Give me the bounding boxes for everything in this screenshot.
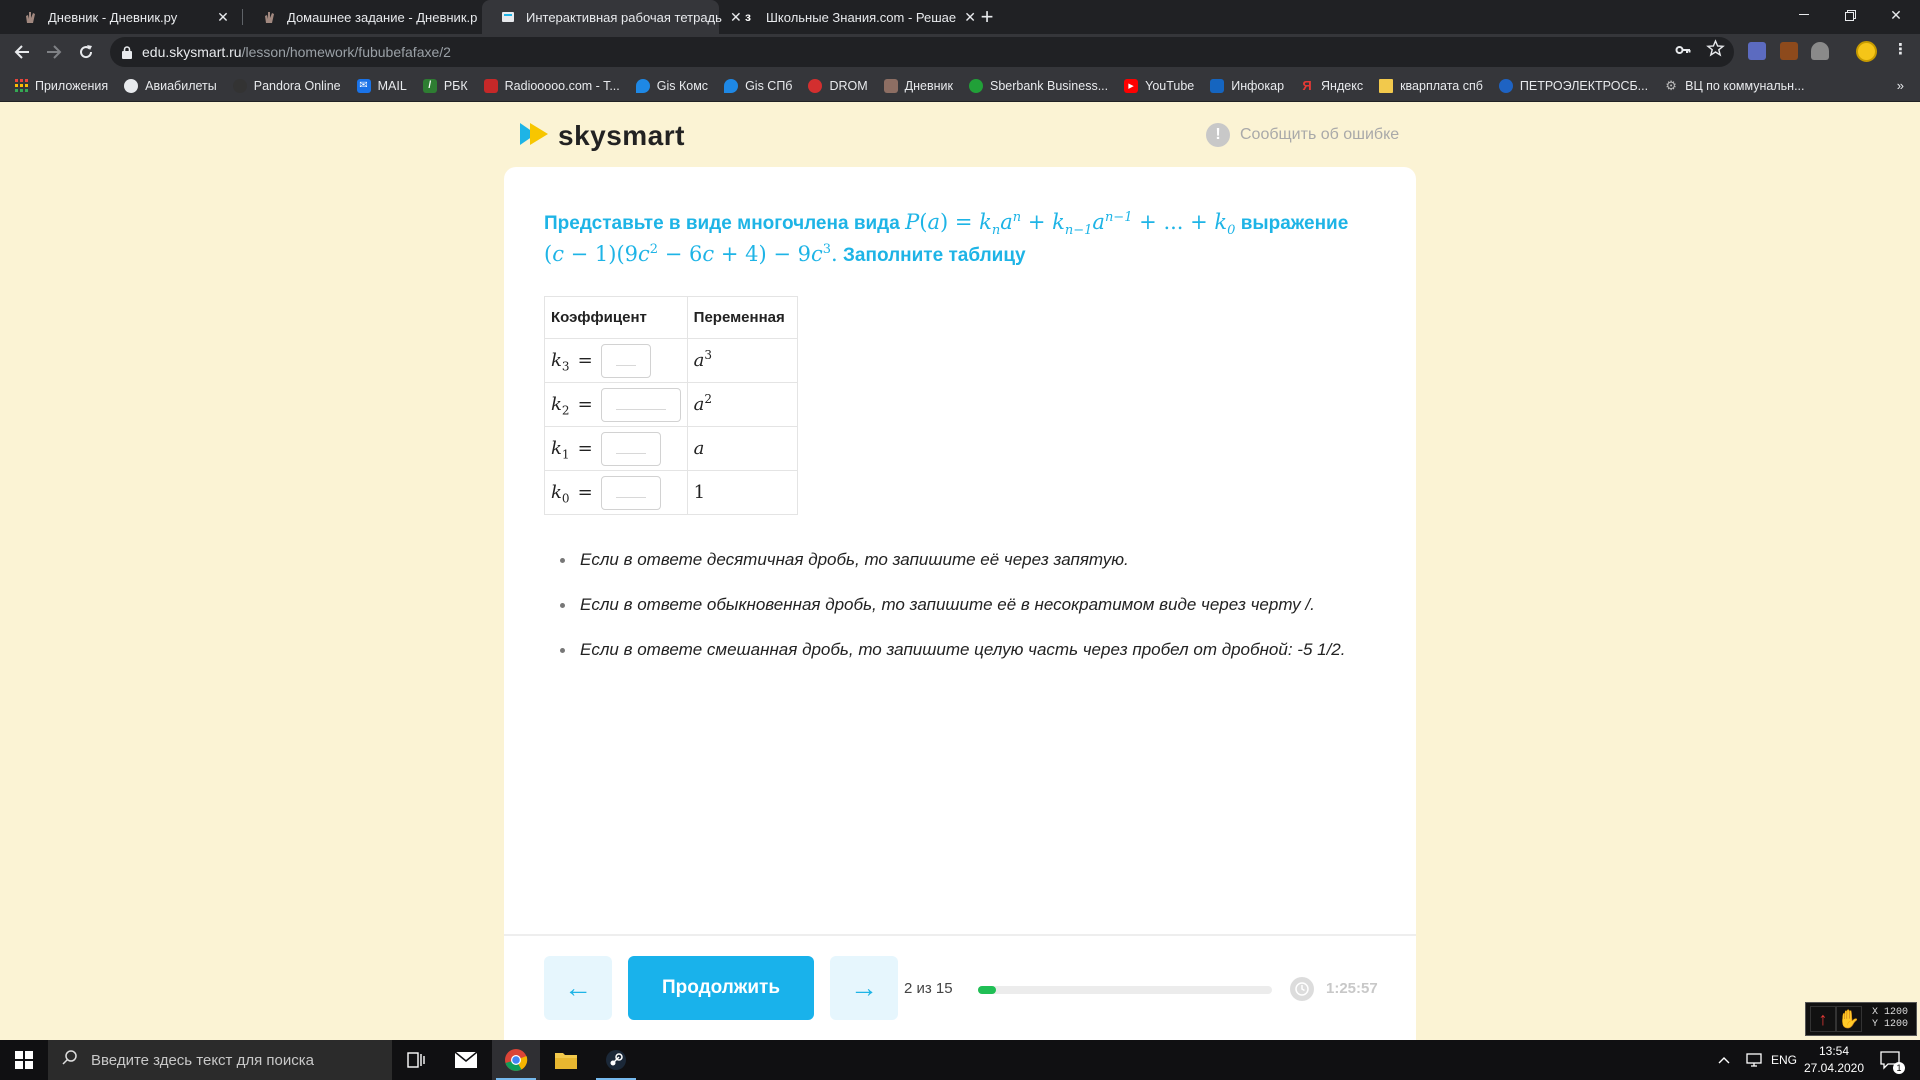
bookmark-label: Приложения xyxy=(35,78,109,93)
variable-cell: $a^3$ xyxy=(693,348,713,371)
taskbar-steam[interactable] xyxy=(592,1040,640,1080)
gear-icon: ⚙ xyxy=(1665,77,1677,93)
bookmark-aviabilety[interactable] xyxy=(124,79,217,93)
tab-dnevnik[interactable] xyxy=(4,0,241,34)
hand-icon xyxy=(884,79,898,93)
bookmark-label: Pandora Online xyxy=(253,78,341,93)
bookmark-gis-spb[interactable] xyxy=(724,79,792,93)
screen-overlay-widget[interactable] xyxy=(1805,1002,1917,1036)
hand-icon xyxy=(261,9,277,25)
equals-sign: = xyxy=(577,482,593,503)
task-view-button[interactable] xyxy=(392,1040,440,1080)
hand-icon xyxy=(22,9,38,25)
close-tab-icon[interactable]: ✕ xyxy=(730,8,742,25)
bookmark-gis-koms[interactable] xyxy=(636,79,708,93)
bookmark-yandex[interactable] xyxy=(1300,79,1363,93)
bookmark-label: ПЕТРОЭЛЕКТРОСБ... xyxy=(1519,78,1649,93)
table-header-row xyxy=(545,297,798,339)
windows-logo-icon xyxy=(15,1051,33,1069)
answer-input-k2[interactable] xyxy=(601,388,681,422)
petro-icon xyxy=(1499,79,1513,93)
hint-decimal: Если в ответе десятичная дробь, то запишите её через запятую. xyxy=(580,542,1380,578)
mail-icon xyxy=(455,1052,477,1068)
restore-button[interactable] xyxy=(1827,0,1873,30)
bookmark-label: Инфокар xyxy=(1231,78,1285,93)
taskbar-mail[interactable] xyxy=(442,1040,490,1080)
question-part-1: Представьте в виде многочлена вида xyxy=(544,213,900,234)
bookmark-label: MAIL xyxy=(377,78,407,93)
clock-icon xyxy=(1290,977,1314,1001)
answer-input-k1[interactable] xyxy=(601,432,661,466)
radio-icon xyxy=(484,79,498,93)
bookmark-label: Gis Комс xyxy=(656,78,709,93)
apps-grid-icon xyxy=(14,79,28,93)
table-row-k3 xyxy=(545,339,798,383)
expression-formula: $(c - 1)(9c^2 - 6c + 4) - 9c^3$. xyxy=(544,242,838,266)
browser-tab-strip xyxy=(0,0,1920,34)
coefficient-label: $k_2$ xyxy=(551,394,570,418)
bookmark-label: YouTube xyxy=(1145,78,1195,93)
close-tab-icon[interactable]: ✕ xyxy=(964,8,976,25)
equals-sign: = xyxy=(577,350,593,371)
infocar-icon xyxy=(1210,79,1224,93)
drop-icon xyxy=(636,79,650,93)
coefficient-table xyxy=(544,296,798,515)
folder-icon xyxy=(555,1051,577,1069)
lock-icon xyxy=(122,46,132,59)
progress-fill xyxy=(978,986,996,994)
tab-skysmart[interactable] xyxy=(482,0,742,34)
bookmark-drom[interactable] xyxy=(808,79,867,93)
drop-icon xyxy=(724,79,738,93)
answer-format-hints xyxy=(580,542,1380,677)
bookmark-sberbank[interactable] xyxy=(969,79,1108,93)
tray-chevron-icon[interactable] xyxy=(1718,1040,1730,1080)
overlay-y-readout: Y 1200 xyxy=(1872,1019,1909,1030)
bookmark-star-icon[interactable] xyxy=(1707,40,1724,61)
browser-toolbar xyxy=(0,34,1920,70)
bookmark-label: РБК xyxy=(443,78,468,93)
coefficient-label: $k_1$ xyxy=(551,438,570,462)
chrome-icon xyxy=(504,1048,528,1072)
variable-cell: 1 xyxy=(693,482,706,503)
clock-date: 27.04.2020 xyxy=(1803,1061,1865,1075)
bookmark-mail[interactable] xyxy=(357,79,407,93)
progress-bar xyxy=(978,986,1272,994)
arrow-right-icon: → xyxy=(850,972,878,1003)
profile-avatar[interactable] xyxy=(1856,41,1877,62)
report-error-label: Сообщить об ошибке xyxy=(1240,126,1400,143)
arrow-app-icon: ↑ xyxy=(1810,1006,1836,1032)
tab-title: Интерактивная рабочая тетрадь xyxy=(526,9,722,25)
extension-icon[interactable] xyxy=(1780,42,1798,60)
previous-task-button[interactable] xyxy=(544,956,612,1020)
hand-app-icon: ✋ xyxy=(1836,1006,1862,1032)
url-host: edu.skysmart.ru xyxy=(142,44,242,60)
extension-icon[interactable] xyxy=(1748,42,1766,60)
skysmart-logo[interactable] xyxy=(520,120,685,152)
next-task-button[interactable] xyxy=(830,956,898,1020)
reload-button[interactable] xyxy=(73,39,99,65)
tab-znaniya[interactable] xyxy=(722,0,976,34)
znaniya-icon: з xyxy=(745,10,751,24)
shield-extension-icon[interactable] xyxy=(1811,42,1829,60)
taskbar-search[interactable] xyxy=(48,1040,392,1080)
brand-name: skysmart xyxy=(558,120,685,151)
bookmark-apps[interactable] xyxy=(14,79,108,93)
minimize-button[interactable] xyxy=(1781,0,1827,30)
column-header-coefficient: Коэффицент xyxy=(545,297,688,339)
bookmark-infocar[interactable] xyxy=(1210,79,1284,93)
folder-icon xyxy=(1379,79,1393,93)
taskbar-explorer[interactable] xyxy=(542,1040,590,1080)
mail-icon: ✉ xyxy=(357,79,371,93)
task-card xyxy=(504,167,1416,937)
key-icon[interactable] xyxy=(1675,42,1691,62)
bookmark-label: DROM xyxy=(829,78,868,93)
bookmark-youtube[interactable] xyxy=(1124,79,1194,93)
tab-homework[interactable] xyxy=(243,0,480,34)
answer-input-k0[interactable] xyxy=(601,476,661,510)
globe-icon xyxy=(124,79,138,93)
tab-title: Домашнее задание - Дневник.р xyxy=(287,9,478,25)
bookmark-petroelektrosbyt[interactable] xyxy=(1499,79,1648,93)
question-part-3: Заполните таблицу xyxy=(843,245,1026,266)
hint-mixed-fraction: Если в ответе смешанная дробь, то запишите целую часть через пробел от дробной: -5 1/2. xyxy=(580,632,1380,668)
overlay-x-readout: X 1200 xyxy=(1872,1007,1909,1018)
new-tab-button[interactable]: + xyxy=(980,4,994,29)
windows-taskbar xyxy=(0,1040,1920,1080)
notebook-icon xyxy=(500,9,516,25)
sber-icon xyxy=(969,79,983,93)
address-bar[interactable] xyxy=(110,37,1734,67)
table-row-k0 xyxy=(545,471,798,515)
table-row-k1 xyxy=(545,427,798,471)
taskbar-chrome[interactable] xyxy=(492,1040,540,1080)
bookmark-radiooooo[interactable] xyxy=(484,79,620,93)
arrow-left-icon: ← xyxy=(564,972,592,1003)
continue-button[interactable]: Продолжить xyxy=(628,956,814,1020)
bookmark-label: Sberbank Business... xyxy=(990,78,1109,93)
column-header-variable: Переменная xyxy=(687,297,797,339)
bookmarks-overflow-button[interactable]: » xyxy=(1896,78,1904,93)
tab-title: Дневник - Дневник.ру xyxy=(48,9,178,25)
coefficient-label: $k_0$ xyxy=(551,482,570,506)
bookmark-vc[interactable] xyxy=(1664,79,1804,93)
bookmark-pandora[interactable] xyxy=(233,79,341,93)
polynomial-formula: $P(a) = k_na^n + k_{n-1}a^{n-1}$ + ... + $k_0$ xyxy=(905,210,1236,239)
bookmark-label: Radiooooo.com - T... xyxy=(504,78,620,93)
question-text xyxy=(544,207,1384,271)
search-placeholder: Введите здесь текст для поиска xyxy=(91,1051,314,1069)
table-row-k2 xyxy=(545,383,798,427)
variable-cell: a xyxy=(693,438,705,459)
rbc-icon: / xyxy=(423,79,437,93)
bookmark-label: ВЦ по коммунальн... xyxy=(1685,78,1805,93)
skysmart-play-icon xyxy=(520,121,552,152)
bookmark-label: Gis СПб xyxy=(745,78,793,93)
start-button[interactable] xyxy=(0,1040,48,1080)
hint-fraction: Если в ответе обыкновенная дробь, то запишите её в несократимом виде через черту /. xyxy=(580,587,1380,623)
answer-input-k3[interactable] xyxy=(601,344,651,378)
close-window-button[interactable]: ✕ xyxy=(1890,6,1902,23)
steam-icon xyxy=(605,1049,627,1071)
bookmark-dnevnik[interactable] xyxy=(884,79,953,93)
question-part-2: выражение xyxy=(1240,213,1349,234)
menu-kebab-icon[interactable]: ⋮ xyxy=(1893,41,1908,58)
notification-count: 1 xyxy=(1893,1062,1905,1074)
language-indicator[interactable]: ENG xyxy=(1771,1053,1798,1067)
report-error-link[interactable] xyxy=(1206,123,1399,147)
bookmark-label: Яндекс xyxy=(1321,78,1364,93)
back-button[interactable] xyxy=(9,39,35,65)
drom-icon xyxy=(808,79,822,93)
url-path: /lesson/homework/fububefafaxe/2 xyxy=(241,44,451,60)
forward-button[interactable] xyxy=(41,39,67,65)
bookmark-rbc[interactable] xyxy=(423,79,468,93)
exclamation-icon: ! xyxy=(1206,123,1230,147)
equals-sign: = xyxy=(577,394,593,415)
pandora-icon xyxy=(233,79,247,93)
network-icon[interactable] xyxy=(1745,1040,1763,1080)
bookmark-kvarplata[interactable] xyxy=(1379,79,1483,93)
clock-time: 13:54 xyxy=(1818,1044,1850,1058)
variable-cell: $a^2$ xyxy=(693,392,713,415)
tab-title: Школьные Знания.com - Решае xyxy=(766,9,957,25)
youtube-icon: ▶ xyxy=(1124,79,1138,93)
task-counter: 2 из 15 xyxy=(904,980,953,997)
task-view-icon xyxy=(407,1052,425,1068)
bookmarks-bar xyxy=(0,70,1920,102)
coefficient-label: $k_3$ xyxy=(551,350,570,374)
timer: 1:25:57 xyxy=(1326,980,1378,997)
equals-sign: = xyxy=(577,438,593,459)
task-footer xyxy=(504,936,1416,1040)
bookmark-label: Дневник xyxy=(904,78,953,93)
bookmark-label: кварплата спб xyxy=(1400,78,1483,93)
search-icon xyxy=(62,1050,77,1070)
bookmark-label: Авиабилеты xyxy=(145,78,217,93)
close-tab-icon[interactable]: ✕ xyxy=(217,8,229,25)
taskbar-clock[interactable] xyxy=(1800,1043,1868,1077)
yandex-icon: Я xyxy=(1302,78,1312,93)
notifications-button[interactable] xyxy=(1880,1040,1900,1080)
